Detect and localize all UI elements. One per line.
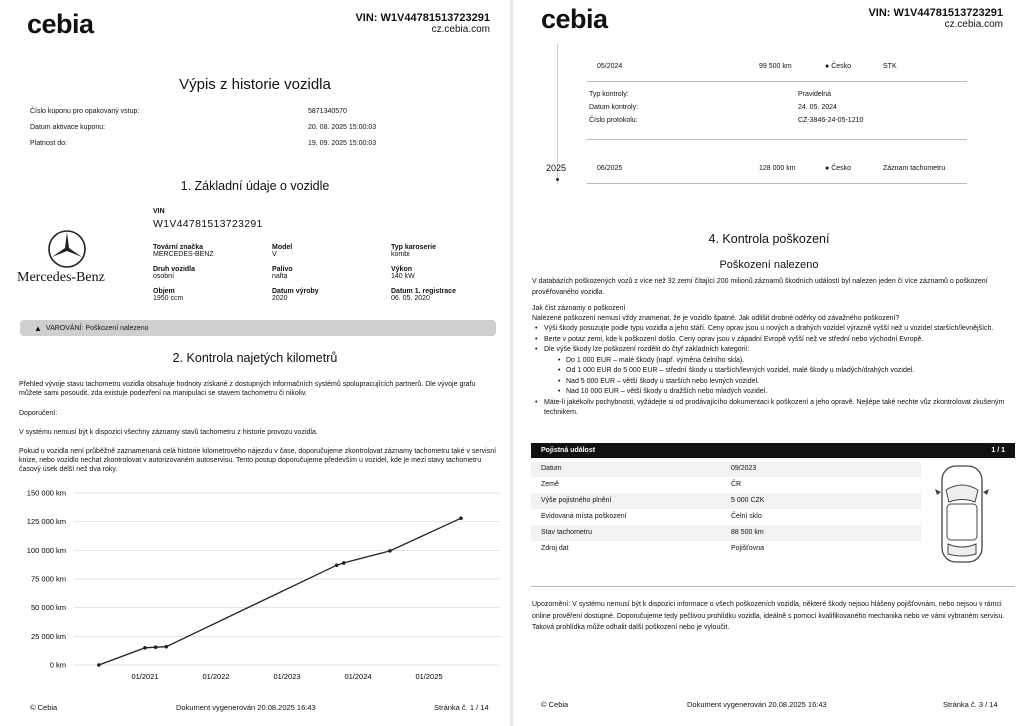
report-page-3 bbox=[513, 0, 1025, 726]
section-mileage-title: 2. Kontrola najetých kilometrů bbox=[172, 351, 338, 365]
x-tick-label: 01/2023 bbox=[273, 672, 301, 681]
footer-generated: Dokument vygenerován 20.08.2025 16:43 bbox=[176, 703, 316, 712]
timeline-type: STK bbox=[883, 63, 897, 70]
insurance-event-header bbox=[531, 443, 1015, 458]
timeline-type: Záznam tachometru bbox=[883, 165, 946, 172]
detail-label: Palivo bbox=[272, 266, 293, 273]
insurance-table bbox=[531, 462, 921, 557]
warning-icon: ▲ bbox=[34, 323, 42, 333]
detail-label: Datum výroby bbox=[272, 288, 319, 295]
stk-value: Pravidelná bbox=[798, 91, 832, 98]
data-point bbox=[97, 663, 101, 667]
cell-label: Evidovaná místa poškození bbox=[541, 513, 627, 520]
timeline-country: ● Česko bbox=[825, 63, 852, 70]
flag-icon: ● bbox=[825, 63, 830, 70]
timeline-km: 128 000 km bbox=[759, 165, 796, 172]
table-row bbox=[531, 509, 921, 525]
footer-page-number: Stránka č. 3 / 14 bbox=[943, 700, 998, 709]
header-site: cz.cebia.com bbox=[431, 24, 490, 35]
coupon-row bbox=[30, 140, 460, 156]
cebia-logo: cebia bbox=[27, 9, 94, 39]
data-point bbox=[388, 549, 392, 553]
data-point bbox=[143, 646, 147, 650]
mileage-chart bbox=[0, 480, 510, 686]
detail-value: nafta bbox=[272, 273, 288, 280]
y-tick-label: 50 000 km bbox=[30, 603, 66, 613]
detail-value: MERCEDES-BENZ bbox=[153, 251, 214, 258]
list-item: • Dle výše škody lze poškození rozdělit do čtyř základních kategorií: bbox=[532, 345, 1017, 356]
cell-label: Výše pojistného plnění bbox=[541, 497, 612, 504]
data-point bbox=[335, 563, 339, 567]
coupon-label: Číslo kuponu pro opakovaný vstup: bbox=[30, 108, 140, 115]
cell-value: 88 500 km bbox=[731, 529, 764, 536]
cell-value: 5 000 CZK bbox=[731, 497, 765, 504]
x-tick-label: 01/2022 bbox=[202, 672, 230, 681]
y-tick-label: 125 000 km bbox=[26, 517, 66, 527]
mercedes-star-icon bbox=[47, 229, 87, 269]
timeline-date: 05/2024 bbox=[597, 63, 623, 70]
timeline-year: 2025 bbox=[546, 163, 567, 173]
mileage-intro: Přehled vývoje stavu tachometru vozidla obsahuje hodnoty získané z dostupných informačních systémů spolupracujících partnerů. Dle vývoje grafu můžete sami posoudit, zda existuje podezření na manipulaci se stavem tachometru či nikoliv. bbox=[19, 381, 476, 397]
data-point bbox=[165, 645, 169, 649]
damage-found-title: Poškození nalezeno bbox=[719, 259, 819, 271]
recommendation-detail: Pokud u vozidla není průběžně zaznamenaná celá historie kilometrového nájezdu v čase, doporučujeme zkontrolovat záznamy tachometru také v servisní knize, nebo vozidlo nechat zkontrolovat v autorizovaném autoservisu. Tento postup doporučujeme především u vozidel, kde je mezi stavy tachometru časový úsek delší než dva roky. bbox=[19, 448, 497, 473]
stk-details bbox=[589, 91, 929, 130]
list-item: • Máte-li jakékoliv pochybnosti, vyžádejte si od prodávajícího dokumentaci k poškození a jeho opravě. Nejlépe také nechte vůz zkontrolovat zkušeným technikem. bbox=[532, 398, 1017, 419]
mercedes-wordmark: Mercedes-Benz bbox=[17, 270, 105, 285]
detail-value: 06. 05. 2020 bbox=[391, 295, 430, 302]
flag-icon: ● bbox=[825, 165, 830, 172]
detail-label: Model bbox=[272, 244, 293, 251]
cell-value: Čelní sklo bbox=[731, 513, 762, 520]
vin-label: VIN bbox=[153, 208, 165, 215]
detail-label: Datum 1. registrace bbox=[391, 288, 456, 295]
x-tick-label: 01/2021 bbox=[131, 672, 159, 681]
footer-generated: Dokument vygenerován 20.08.2025 16:43 bbox=[687, 700, 827, 709]
detail-label: Druh vozidla bbox=[153, 266, 196, 273]
coupon-label: Platnost do: bbox=[30, 140, 67, 147]
table-row bbox=[531, 493, 921, 509]
detail-value: kombi bbox=[391, 251, 410, 258]
detail-label: Výkon bbox=[391, 266, 413, 273]
page-title: Výpis z historie vozidla bbox=[179, 76, 331, 93]
divider bbox=[587, 81, 967, 82]
divider bbox=[587, 139, 967, 140]
detail-label: Tovární značka bbox=[153, 244, 204, 251]
cell-label: Země bbox=[541, 481, 559, 488]
coupon-value: 19. 09. 2025 15:00:03 bbox=[308, 140, 377, 147]
cell-value: ČR bbox=[731, 481, 742, 488]
section-damage-title: 4. Kontrola poškození bbox=[708, 232, 830, 246]
x-tick-label: 01/2024 bbox=[344, 672, 372, 681]
cell-value: 09/2023 bbox=[731, 465, 757, 472]
warning-text: VAROVÁNÍ: Poškození nalezeno bbox=[45, 324, 149, 332]
header-site: cz.cebia.com bbox=[944, 19, 1003, 30]
vin-value: W1V44781513723291 bbox=[153, 218, 263, 230]
stk-value: CZ-3846-24-05-1210 bbox=[798, 117, 864, 124]
damage-notice: Upozornění: V systému nemusí být k dispozici informace o všech poškozeních vozidla, některé škody nejsou hlášeny pojišťovnám, nebo nejsou v rámci online prověření dostupné. Doporučujeme tedy pečlivou prohlídku vozidla, ideálně s pomocí kvalifikovaného mechanika nebo ve vámi vybraném servisu. Taková prohlídka může odhalit další poškození nebo je vyloučit. bbox=[532, 601, 1005, 631]
detail-label: Objem bbox=[153, 288, 175, 295]
detail-value: 1950 ccm bbox=[153, 295, 184, 302]
coupon-value: 5871340570 bbox=[308, 108, 347, 115]
table-row bbox=[531, 462, 921, 477]
cell-label: Zdroj dat bbox=[541, 545, 569, 552]
car-damage-diagram-icon bbox=[931, 462, 993, 567]
recommendation-text: V systému nemusí být k dispozici všechny záznamy stavů tachometru z historie provozu vozidla. bbox=[19, 429, 318, 436]
detail-label: Typ karoserie bbox=[391, 244, 437, 251]
damage-guidelines bbox=[532, 324, 1017, 419]
data-point bbox=[154, 645, 158, 649]
list-item: • Do 1 000 EUR – malé škody (např. výměna čelního skla). bbox=[532, 356, 1017, 367]
coupon-row bbox=[30, 124, 460, 140]
coupon-value: 20. 08. 2025 15:00:03 bbox=[308, 124, 377, 131]
detail-value: 2020 bbox=[272, 295, 288, 302]
list-item: • Od 1 000 EUR do 5 000 EUR – střední škody u starších/levných vozidel, malé škody u mladých/drahých vozidel. bbox=[532, 366, 1017, 377]
footer-copyright: © Cebia bbox=[541, 700, 569, 709]
stk-value: 24. 05. 2024 bbox=[798, 104, 837, 111]
coupon-info bbox=[30, 108, 460, 156]
damage-intro: V databázích poškozených vozů z více než 32 zemí čítající 200 milionů záznamů škodních událostí byl nalezen jeden či více záznamů o poškození prověřovaného vozidla. bbox=[532, 278, 988, 296]
data-point bbox=[342, 561, 346, 565]
timeline-date: 06/2025 bbox=[597, 165, 623, 172]
y-tick-label: 25 000 km bbox=[30, 631, 66, 641]
y-tick-label: 150 000 km bbox=[26, 488, 66, 498]
x-tick-label: 01/2025 bbox=[415, 672, 443, 681]
damage-warning-bar bbox=[20, 320, 496, 336]
y-tick-label: 75 000 km bbox=[30, 574, 66, 584]
data-point bbox=[459, 516, 463, 520]
table-row bbox=[531, 525, 921, 541]
y-tick-label: 0 km bbox=[49, 660, 66, 670]
stk-label: Datum kontroly: bbox=[589, 104, 639, 111]
stk-label: Typ kontroly: bbox=[589, 91, 629, 98]
list-item: • Nad 10 000 EUR – větší škody u dražších nebo mladých vozidel. bbox=[532, 387, 1017, 398]
timeline-km: 99 500 km bbox=[759, 63, 792, 70]
report-page-1 bbox=[0, 0, 510, 726]
cell-value: Pojišťovna bbox=[731, 545, 764, 552]
stk-label: Číslo protokolu: bbox=[589, 117, 638, 124]
recommendation-label: Doporučení: bbox=[19, 410, 58, 417]
list-item: • Berte v potaz zemi, kde k poškození došlo. Ceny oprav jsou v západní Evropě vyšší než ve střední nebo východní Evropě. bbox=[532, 335, 1017, 346]
footer-copyright: © Cebia bbox=[30, 703, 58, 712]
detail-value: osobní bbox=[153, 273, 175, 280]
y-tick-label: 100 000 km bbox=[26, 545, 66, 555]
list-item: • Nad 5 000 EUR – větší škody u starších nebo levných vozidel. bbox=[532, 377, 1017, 388]
list-item: • Výši škody posuzujte podle typu vozidla a jeho stáří. Ceny oprav jsou u nových a drahých vozidel výrazně vyšší než u vozidel starších/levnějších. bbox=[532, 324, 1017, 335]
detail-value: 140 kW bbox=[391, 273, 415, 280]
detail-value: V bbox=[272, 251, 277, 258]
insurance-title: Pojistná událost bbox=[541, 447, 596, 454]
coupon-label: Datum aktivace kuponu: bbox=[30, 124, 106, 131]
timeline-country: ● Česko bbox=[825, 165, 852, 172]
mileage-line bbox=[99, 518, 461, 665]
header-vin: VIN: W1V44781513723291 bbox=[868, 7, 1003, 19]
how-to-read-intro: Nalezené poškození nemusí vždy znamenat, že je vozidlo špatné. Jak odlišit drobné oděrky od závažného poškození? bbox=[532, 315, 900, 322]
insurance-page: 1 / 1 bbox=[991, 447, 1005, 454]
divider bbox=[531, 586, 1015, 587]
timeline-dot bbox=[556, 178, 559, 181]
footer-page-number: Stránka č. 1 / 14 bbox=[434, 703, 489, 712]
table-row bbox=[531, 477, 921, 493]
header-vin: VIN: W1V44781513723291 bbox=[355, 12, 490, 24]
coupon-row bbox=[30, 108, 460, 124]
section-basic-info-title: 1. Základní údaje o vozidle bbox=[180, 179, 330, 193]
divider bbox=[587, 183, 967, 184]
how-to-read-title: Jak číst záznamy o poškození bbox=[532, 305, 626, 312]
cell-label: Datum bbox=[541, 465, 562, 472]
table-row bbox=[531, 541, 921, 557]
cebia-logo: cebia bbox=[541, 4, 608, 34]
cell-label: Stav tachometru bbox=[541, 529, 592, 536]
